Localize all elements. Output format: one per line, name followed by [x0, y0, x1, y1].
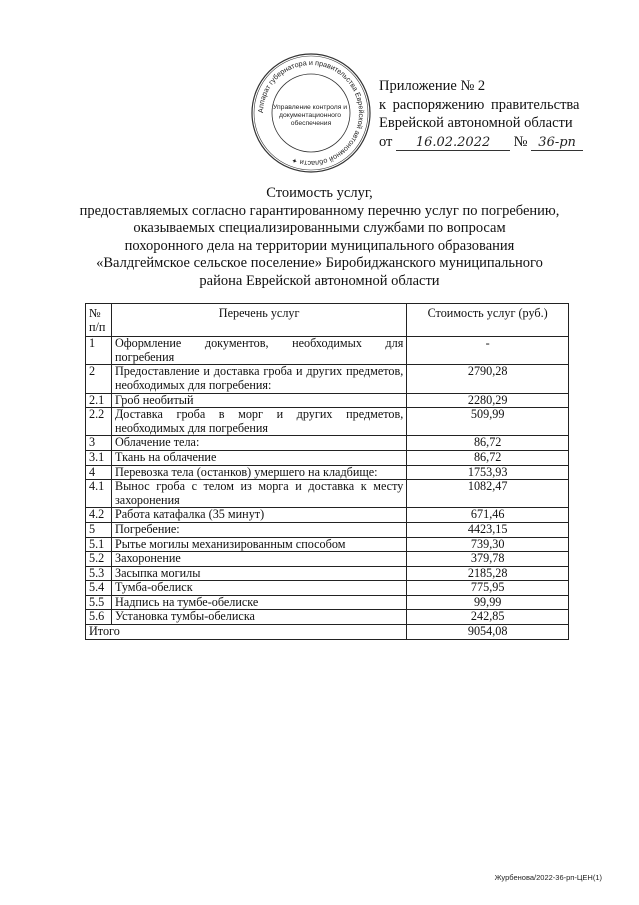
appendix-line1: Приложение № 2 — [379, 78, 486, 94]
row-num: 4.2 — [86, 508, 112, 523]
total-row — [86, 625, 569, 640]
row-num: 1 — [86, 337, 112, 365]
appendix-block — [379, 77, 583, 151]
row-num: 5.4 — [86, 581, 112, 596]
row-service: Засыпка могилы — [111, 566, 406, 581]
appendix-line2: к распоряжению правительства — [379, 96, 580, 113]
header-cost: Стоимость услуг (руб.) — [407, 304, 569, 337]
row-service: Надпись на тумбе-обелиске — [111, 595, 406, 610]
header-service: Перечень услуг — [111, 304, 406, 337]
row-num: 2.2 — [86, 408, 112, 436]
row-cost: 2185,28 — [407, 566, 569, 581]
handwritten-number: 36-рп — [531, 136, 583, 151]
row-num: 2 — [86, 365, 112, 393]
appendix-line3: Еврейской автономной области — [379, 115, 573, 131]
table-row — [86, 337, 569, 365]
title-line6: района Еврейской автономной области — [199, 272, 440, 289]
row-num: 5.1 — [86, 537, 112, 552]
table-row — [86, 365, 569, 393]
total-value: 9054,08 — [407, 625, 569, 640]
row-cost: 775,95 — [407, 581, 569, 596]
table-row — [86, 450, 569, 465]
seal-ring-text: Аппарат губернатора и правительства Еврейской автономной области ✦ — [255, 57, 367, 169]
row-service: Вынос гроба с телом из морга и доставка к месту захоронения — [111, 480, 406, 508]
row-num: 5.6 — [86, 610, 112, 625]
row-cost: 2790,28 — [407, 365, 569, 393]
table-row — [86, 480, 569, 508]
table-row — [86, 465, 569, 480]
row-cost: 1753,93 — [407, 465, 569, 480]
footer-reference: Журбенова/2022-36-рп-ЦЕН(1) — [494, 873, 602, 882]
row-service: Захоронение — [111, 552, 406, 567]
row-num: 5.2 — [86, 552, 112, 567]
row-cost: 242,85 — [407, 610, 569, 625]
title-line2: предоставляемых согласно гарантированному перечню услуг по погребению, — [79, 202, 560, 219]
title-line3: оказываемых специализированными службами по вопросам — [133, 220, 506, 236]
table-row — [86, 408, 569, 436]
row-cost: 671,46 — [407, 508, 569, 523]
row-num: 3 — [86, 436, 112, 451]
table-row — [86, 393, 569, 408]
table-row — [86, 522, 569, 537]
row-service: Рытье могилы механизированным способом — [111, 537, 406, 552]
number-prefix: № — [513, 133, 528, 150]
row-cost: 86,72 — [407, 436, 569, 451]
row-service: Работа катафалка (35 минут) — [111, 508, 406, 523]
row-num: 2.1 — [86, 393, 112, 408]
table-row — [86, 537, 569, 552]
seal-center-text: Управление контроля и документационного обеспечения — [272, 104, 348, 127]
title-line5: «Валдгеймское сельское поселение» Биробиджанского муниципального — [96, 255, 543, 271]
row-num: 5.3 — [86, 566, 112, 581]
row-num: 3.1 — [86, 450, 112, 465]
row-service: Ткань на облачение — [111, 450, 406, 465]
row-cost: 99,99 — [407, 595, 569, 610]
row-cost: 86,72 — [407, 450, 569, 465]
header-num: № п/п — [86, 304, 112, 337]
row-num: 5 — [86, 522, 112, 537]
row-service: Установка тумбы-обелиска — [111, 610, 406, 625]
row-cost: 4423,15 — [407, 522, 569, 537]
row-num: 4 — [86, 465, 112, 480]
services-table — [85, 303, 569, 640]
table-header-row — [86, 304, 569, 337]
row-service: Гроб необитый — [111, 393, 406, 408]
appendix-date-line — [379, 133, 583, 152]
date-prefix: от — [379, 133, 393, 150]
row-num: 4.1 — [86, 480, 112, 508]
title-line1: Стоимость услуг, — [266, 185, 373, 201]
table-row — [86, 552, 569, 567]
row-num: 5.5 — [86, 595, 112, 610]
total-label: Итого — [86, 625, 407, 640]
row-service: Предоставление и доставка гроба и других предметов, необходимых для погребения: — [111, 365, 406, 393]
table-row — [86, 508, 569, 523]
table-row — [86, 610, 569, 625]
seal-stamp — [250, 52, 372, 174]
table-row — [86, 566, 569, 581]
row-service: Облачение тела: — [111, 436, 406, 451]
row-cost: 379,78 — [407, 552, 569, 567]
row-cost: 739,30 — [407, 537, 569, 552]
row-service: Доставка гроба в морг и других предметов, необходимых для погребения — [111, 408, 406, 436]
row-service: Оформление документов, необходимых для погребения — [111, 337, 406, 365]
row-service: Погребение: — [111, 522, 406, 537]
table-row — [86, 595, 569, 610]
table-row — [86, 581, 569, 596]
title-line4: похоронного дела на территории муниципального образования — [124, 237, 515, 254]
document-title — [20, 185, 619, 290]
row-service: Тумба-обелиск — [111, 581, 406, 596]
row-cost: 1082,47 — [407, 480, 569, 508]
row-cost: 509,99 — [407, 408, 569, 436]
row-service: Перевозка тела (останков) умершего на кладбище: — [111, 465, 406, 480]
row-cost: - — [407, 337, 569, 365]
row-cost: 2280,29 — [407, 393, 569, 408]
handwritten-date: 16.02.2022 — [396, 136, 510, 151]
table-row — [86, 436, 569, 451]
